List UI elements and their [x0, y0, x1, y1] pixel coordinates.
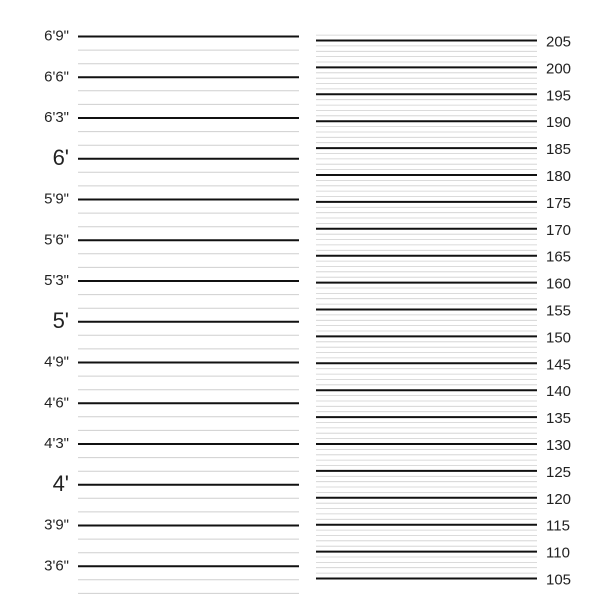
imperial-label: 6'6": [44, 68, 69, 86]
metric-label: 180: [546, 168, 572, 185]
metric-label: 125: [546, 463, 572, 481]
imperial-label: 6'9": [44, 27, 69, 45]
metric-label: 115: [546, 517, 570, 535]
imperial-label: 4': [52, 470, 69, 496]
metric-label: 170: [546, 221, 572, 239]
metric-label: 190: [546, 114, 572, 132]
imperial-label: 6'3": [44, 109, 69, 126]
metric-label: 200: [546, 60, 572, 78]
imperial-label: 5'6": [44, 231, 69, 249]
metric-label: 105: [546, 571, 572, 589]
metric-label: 175: [546, 194, 572, 212]
metric-label: 140: [546, 383, 572, 401]
imperial-label: 5'9": [44, 190, 69, 208]
metric-label: 160: [546, 275, 572, 293]
imperial-label: 3'9": [44, 516, 69, 534]
metric-label: 145: [546, 356, 572, 374]
metric-label: 195: [546, 87, 572, 105]
metric-label: 185: [546, 141, 572, 159]
metric-label: 135: [546, 410, 572, 428]
imperial-label: 4'3": [44, 435, 69, 452]
metric-label: 110: [546, 544, 570, 562]
metric-label: 120: [546, 490, 572, 508]
metric-label: 150: [546, 329, 572, 347]
imperial-label: 5': [52, 307, 69, 333]
metric-label: 155: [546, 302, 572, 320]
imperial-scale: [44, 28, 299, 594]
metric-scale: [316, 34, 571, 589]
imperial-label: 4'6": [44, 394, 69, 412]
metric-label: 165: [546, 248, 572, 266]
metric-label: 205: [546, 33, 572, 51]
imperial-label: 3'6": [44, 557, 69, 575]
imperial-label: 5'3": [44, 272, 69, 289]
imperial-label: 4'9": [44, 353, 69, 371]
metric-label: 130: [546, 437, 572, 454]
imperial-label: 6': [52, 144, 69, 170]
